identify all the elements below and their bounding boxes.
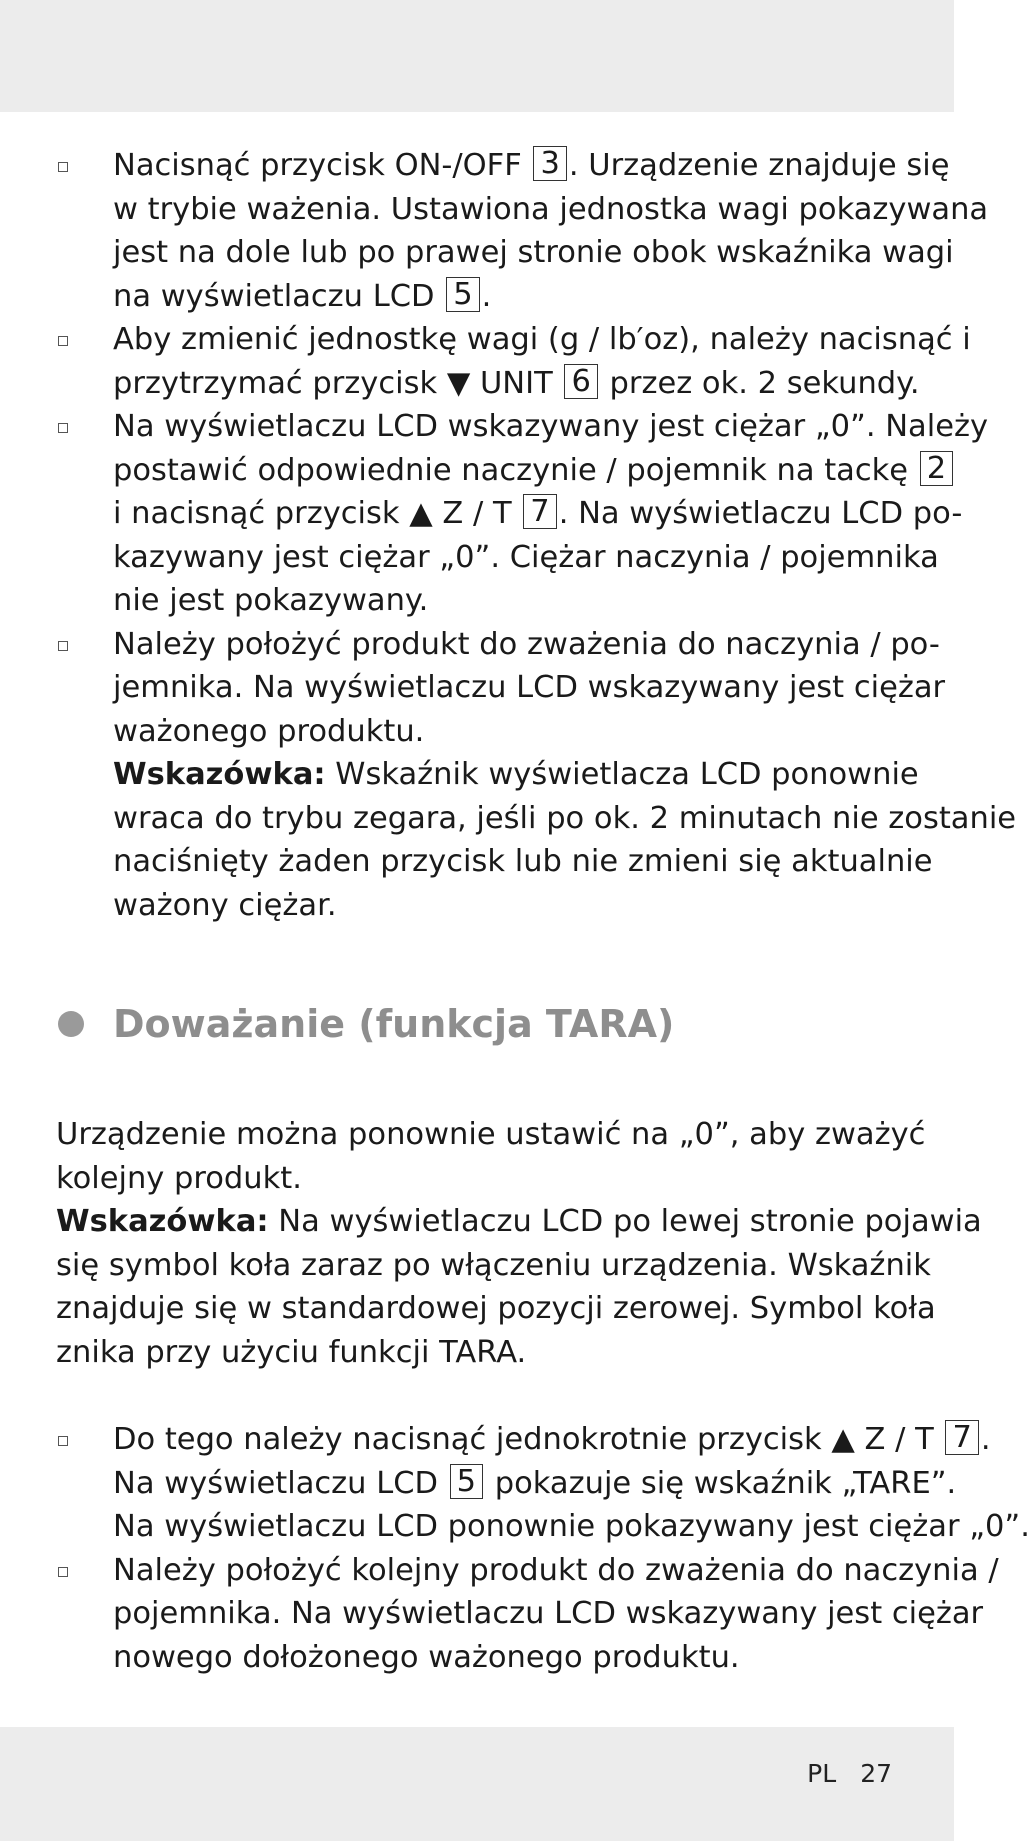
language-code: PL: [807, 1759, 837, 1788]
text-segment: . Na wyświetlaczu LCD po-: [558, 496, 963, 531]
text-segment: jemnika. Na wyświetlaczu LCD wskazywany jest ciężar: [113, 670, 946, 705]
text-segment: przez ok. 2 sekundy.: [599, 365, 920, 401]
text-segment: na wyświetlaczu LCD: [113, 278, 445, 314]
note-label: Wskazówka:: [113, 757, 326, 792]
list-item: [0, 1549, 999, 1680]
checkbox-square-icon: [58, 423, 68, 433]
list-item: [0, 623, 954, 754]
checkbox-square-icon: [58, 1567, 68, 1577]
section-heading: Doważanie (funkcja TARA): [113, 1002, 675, 1046]
text-line: [113, 275, 902, 319]
text-line: [113, 1505, 1030, 1549]
text-segment: Należy położyć produkt do zważenia do naczynia / po-: [113, 626, 940, 662]
bullet-dot-icon: [58, 1011, 84, 1037]
text-segment: nowego dołożonego ważonego produktu.: [113, 1639, 740, 1675]
instruction-list-tara: [0, 1418, 1030, 1679]
instruction-list-weighing: [0, 144, 989, 753]
text-line: [113, 492, 963, 536]
part-number-box: 5: [446, 277, 479, 312]
text-line: [113, 1462, 957, 1506]
text-segment: .: [481, 278, 492, 314]
page-content: [0, 144, 1030, 1679]
part-number-box: 3: [533, 146, 566, 181]
text-line: [113, 144, 950, 188]
text-segment: Na wyświetlaczu LCD ponownie pokazywany jest ciężar „0”.: [113, 1509, 1030, 1544]
note-label: Wskazówka:: [56, 1204, 269, 1239]
text-line: [113, 318, 971, 362]
list-item: [0, 318, 971, 405]
section-heading-row: [0, 995, 954, 1055]
text-line: [113, 579, 902, 623]
text-line: [113, 1636, 902, 1680]
text-line: [113, 666, 946, 710]
text-line: [113, 710, 902, 754]
list-item: [0, 1418, 1030, 1549]
part-number-box: 7: [945, 1420, 978, 1455]
text-segment: i nacisnąć przycisk ▲ Z / T: [113, 496, 522, 531]
text-segment: .: [980, 1422, 991, 1457]
list-item: [0, 405, 989, 623]
list-item: [0, 144, 989, 318]
text-segment: pojemnika. Na wyświetlaczu LCD wskazywany jest ciężar: [113, 1596, 984, 1631]
text-line: [113, 1592, 984, 1636]
text-segment: Na wyświetlaczu LCD: [113, 1465, 448, 1501]
part-number-box: 2: [920, 451, 953, 486]
text-segment: Nacisnąć przycisk ON-/OFF: [113, 148, 532, 183]
text-segment: ważonego produktu.: [113, 713, 425, 749]
text-line: [113, 188, 989, 232]
text-segment: Na wyświetlaczu LCD wskazywany jest ciężar „0”. Należy: [113, 409, 989, 444]
tara-note-paragraph: Wskazówka: Na wyświetlaczu LCD po lewej stronie pojawia się symbol koła zaraz po włączeniu urządzenia. Wskaźnik znajduje się w standardowej pozycji zerowej. Symbol koła znika przy użyciu funkcji TARA.: [56, 1204, 982, 1370]
text-line: [113, 231, 954, 275]
text-line: [113, 1549, 999, 1593]
text-segment: . Urządzenie znajduje się: [568, 148, 950, 183]
text-segment: kazywany jest ciężar „0”. Ciężar naczynia / pojemnika: [113, 539, 939, 575]
part-number-box: 5: [450, 1464, 483, 1499]
checkbox-square-icon: [58, 1436, 68, 1446]
part-number-box: 7: [523, 494, 556, 529]
text-segment: Aby zmienić jednostkę wagi (g / lb′oz), należy nacisnąć i: [113, 322, 971, 357]
text-segment: przytrzymać przycisk ▼ UNIT: [113, 365, 563, 401]
text-segment: Do tego należy nacisnąć jednokrotnie przycisk ▲ Z / T: [113, 1422, 944, 1457]
text-segment: postawić odpowiednie naczynie / pojemnik na tackę: [113, 452, 918, 488]
note-paragraph: Wskazówka: Wskaźnik wyświetlacza LCD ponownie wraca do trybu zegara, jeśli po ok. 2 minutach nie zostanie naciśnięty żaden przycisk lub nie zmieni się aktualnie ważony ciężar.: [113, 757, 1017, 923]
part-number-box: 6: [564, 364, 597, 399]
page-footer: [783, 1759, 892, 1788]
checkbox-square-icon: [58, 162, 68, 172]
text-line: [113, 362, 920, 406]
intro-paragraph: Urządzenie można ponownie ustawić na „0”, aby zważyć kolejny produkt.: [56, 1117, 926, 1196]
checkbox-square-icon: [58, 641, 68, 651]
text-segment: nie jest pokazywany.: [113, 583, 429, 618]
text-line: [113, 536, 939, 580]
text-segment: pokazuje się wskaźnik „TARE”.: [485, 1465, 957, 1501]
checkbox-square-icon: [58, 336, 68, 346]
top-margin-band: [0, 0, 954, 112]
text-line: [113, 1418, 991, 1462]
text-line: [113, 623, 940, 667]
text-segment: w trybie ważenia. Ustawiona jednostka wagi pokazywana: [113, 191, 989, 227]
page-number: 27: [860, 1759, 892, 1788]
text-line: [113, 449, 947, 493]
text-segment: jest na dole lub po prawej stronie obok wskaźnika wagi: [113, 235, 954, 270]
text-segment: Należy położyć kolejny produkt do zważenia do naczynia /: [113, 1552, 999, 1588]
text-line: [113, 405, 989, 449]
